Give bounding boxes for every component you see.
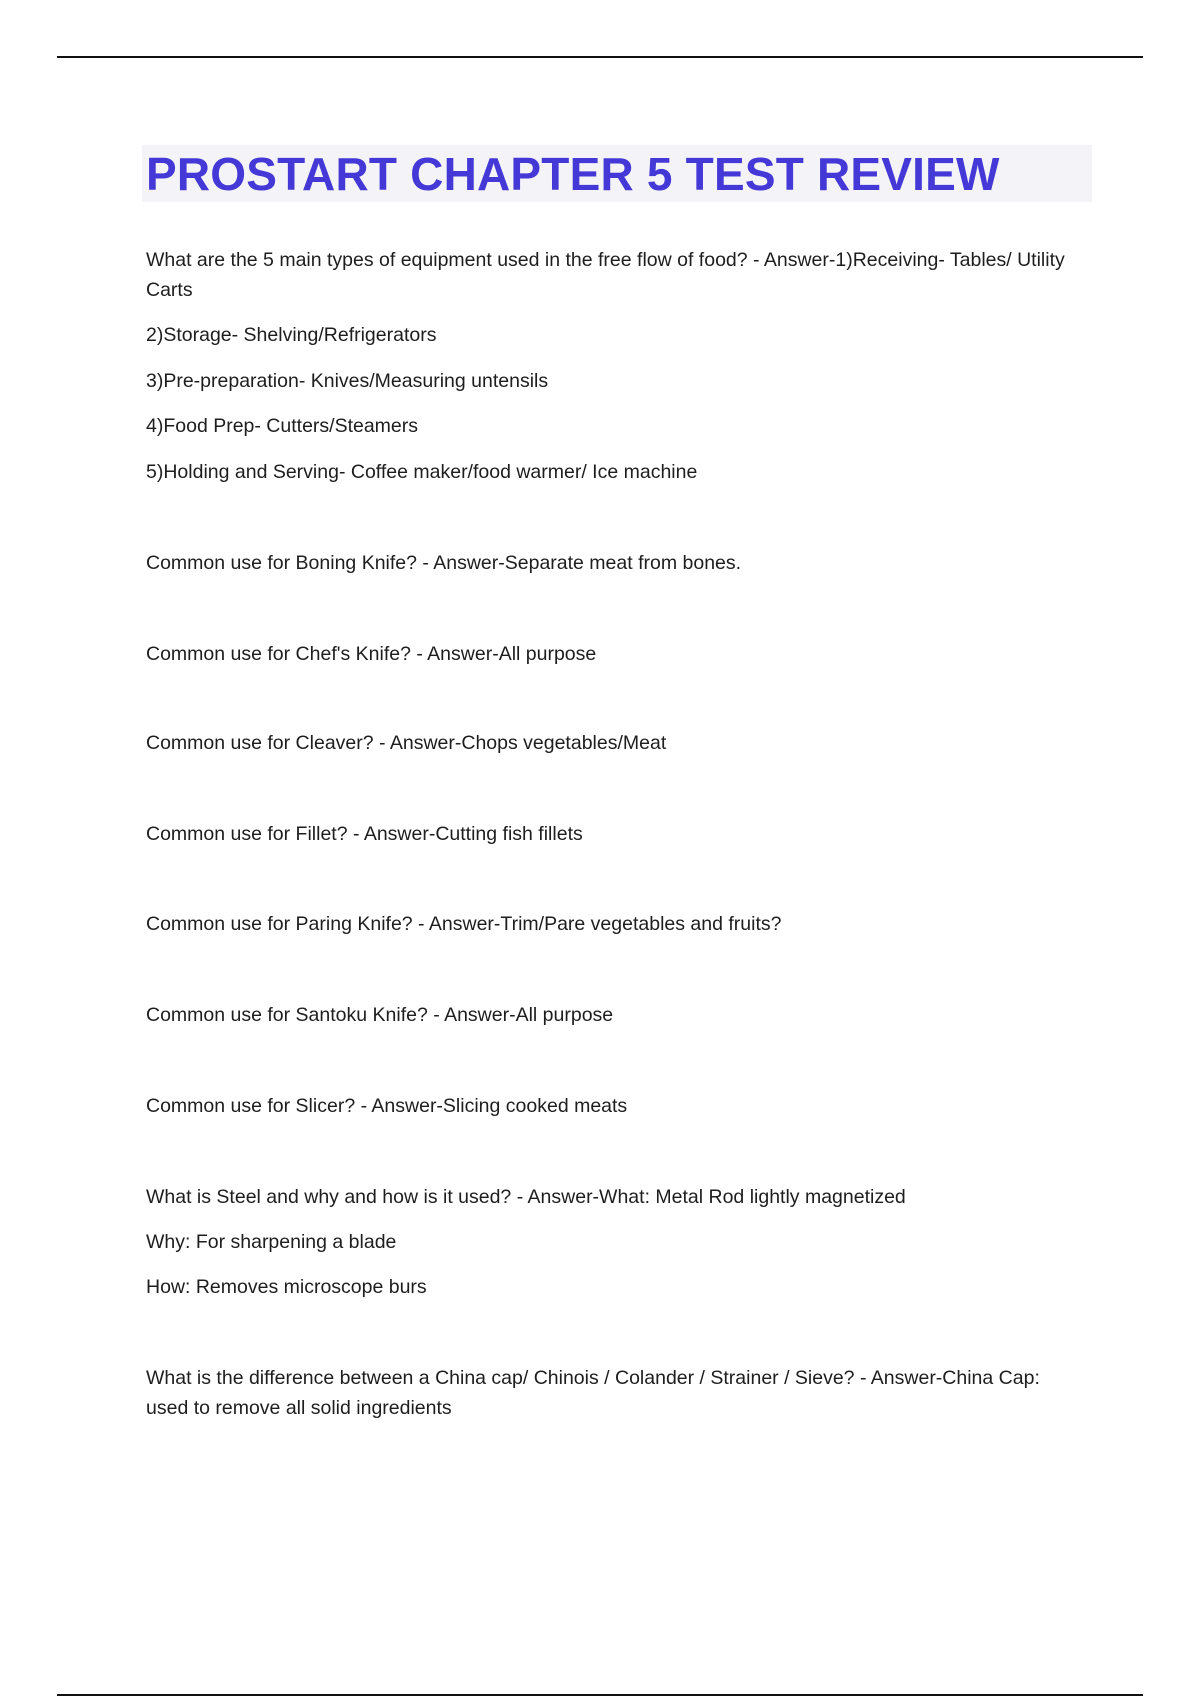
- qa-slicer: Common use for Slicer? - Answer-Slicing cooked meats: [146, 1095, 628, 1117]
- qa-santoku-knife: Common use for Santoku Knife? - Answer-All purpose: [146, 1004, 614, 1026]
- qa-steel-question: What is Steel and why and how is it used? - Answer-What: Metal Rod lightly magnetized: [146, 1186, 906, 1208]
- qa-question-equipment-types: What are the 5 main types of equipment used in the free flow of food? - Answer-1)Receiving- Tables/ Utility Carts: [146, 249, 1065, 301]
- qa-boning-knife: Common use for Boning Knife? - Answer-Separate meat from bones.: [146, 552, 742, 574]
- qa-answer-line: How: Removes microscope burs: [146, 1276, 427, 1298]
- qa-paring-knife: Common use for Paring Knife? - Answer-Trim/Pare vegetables and fruits?: [146, 913, 782, 935]
- header-rule: [57, 56, 1143, 58]
- qa-answer-line: 2)Storage- Shelving/Refrigerators: [146, 324, 437, 346]
- qa-cleaver: Common use for Cleaver? - Answer-Chops vegetables/Meat: [146, 732, 667, 754]
- qa-answer-line: 4)Food Prep- Cutters/Steamers: [146, 415, 419, 437]
- qa-answer-line: 5)Holding and Serving- Coffee maker/food warmer/ Ice machine: [146, 461, 698, 483]
- qa-china-cap: What is the difference between a China cap/ Chinois / Colander / Strainer / Sieve? - Answer-China Cap: used to remove all solid ingredients: [146, 1367, 1040, 1419]
- page-title: PROSTART CHAPTER 5 TEST REVIEW: [146, 148, 1000, 200]
- qa-fillet: Common use for Fillet? - Answer-Cutting fish fillets: [146, 823, 583, 845]
- qa-chefs-knife: Common use for Chef's Knife? - Answer-All purpose: [146, 643, 597, 665]
- qa-answer-line: 3)Pre-preparation- Knives/Measuring untensils: [146, 370, 549, 392]
- qa-answer-line: Why: For sharpening a blade: [146, 1231, 397, 1253]
- footer-rule: [57, 1694, 1143, 1696]
